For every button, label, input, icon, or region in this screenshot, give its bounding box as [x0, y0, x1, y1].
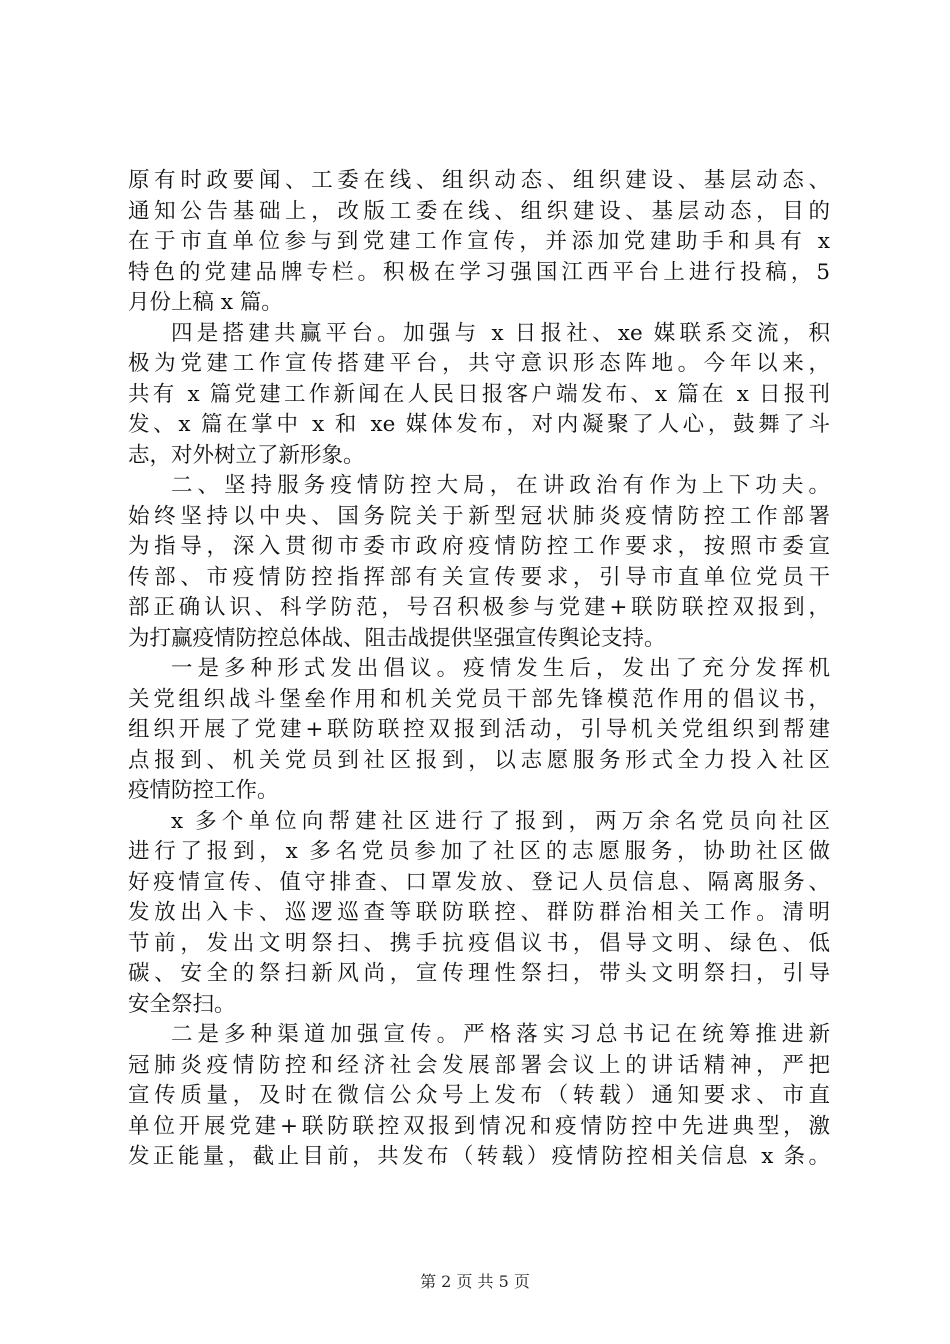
text-line: 疫情防控工作。	[128, 778, 279, 803]
text-line: 在于市直单位参与到党建工作宣传，并添加党建助手和具有 x	[128, 229, 830, 254]
text-line: 单位开展党建+联防联控双报到情况和疫情防控中先进典型，激	[128, 1113, 830, 1139]
text-line: 原有时政要闻、工委在线、组织动态、组织建设、基层动态、	[128, 168, 830, 193]
text-line: 志，对外树立了新形象。	[128, 442, 365, 468]
text-line: 共有 x 篇党建工作新闻在人民日报客户端发布、x 篇在 x 日报刊	[128, 381, 830, 407]
text-line: 二、坚持服务疫情防控大局，在讲政治有作为上下功夫。	[171, 473, 830, 498]
text-line: 关党组织战斗堡垒作用和机关党员干部先锋模范作用的倡议书，	[128, 686, 830, 712]
text-line: 始终坚持以中央、国务院关于新型冠状肺炎疫情防控工作部署	[128, 503, 830, 529]
page-footer: 第 2 页 共 5 页	[420, 1272, 530, 1291]
text-line: 节前，发出文明祭扫、携手抗疫倡议书，倡导文明、绿色、低	[128, 930, 830, 956]
text-line: 好疫情宣传、值守排查、口罩发放、登记人员信息、隔离服务、	[128, 869, 830, 895]
text-line: 四是搭建共赢平台。加强与 x 日报社、xe 媒联系交流，积	[171, 320, 830, 346]
text-line: 一是多种形式发出倡议。疫情发生后，发出了充分发挥机	[171, 656, 830, 681]
text-line: 二是多种渠道加强宣传。严格落实习总书记在统筹推进新	[171, 1022, 830, 1047]
text-line: 通知公告基础上，改版工委在线、组织建设、基层动态，目的	[128, 198, 830, 224]
text-line: 冠肺炎疫情防控和经济社会发展部署会议上的讲话精神，严把	[128, 1052, 830, 1078]
text-line: 月份上稿 x 篇。	[128, 290, 283, 315]
text-line: x 多个单位向帮建社区进行了报到，两万余名党员向社区	[171, 808, 830, 834]
text-line: 传部、市疫情防控指挥部有关宣传要求，引导市直单位党员干	[128, 564, 830, 590]
text-line: 发正能量，截止目前，共发布（转载）疫情防控相关信息 x 条。	[128, 1144, 830, 1169]
text-line: 安全祭扫。	[128, 991, 236, 1017]
text-line: 特色的党建品牌专栏。积极在学习强国江西平台上进行投稿，5	[128, 259, 830, 285]
document-body	[128, 166, 830, 1173]
text-line: 部正确认识、科学防范，号召积极参与党建+联防联控双报到，	[128, 595, 830, 620]
text-line: 点报到、机关党员到社区报到，以志愿服务形式全力投入社区	[128, 747, 830, 773]
text-line: 宣传质量，及时在微信公众号上发布（转载）通知要求、市直	[128, 1083, 830, 1108]
text-line: 为指导，深入贯彻市委市政府疫情防控工作要求，按照市委宣	[128, 534, 830, 559]
text-line: 发、x 篇在掌中 x 和 xe 媒体发布，对内凝聚了人心，鼓舞了斗	[128, 412, 830, 437]
text-line: 为打赢疫情防控总体战、阻击战提供坚强宣传舆论支持。	[128, 625, 666, 651]
text-line: 极为党建工作宣传搭建平台，共守意识形态阵地。今年以来，	[128, 351, 830, 376]
text-line: 发放出入卡、巡逻巡查等联防联控、群防群治相关工作。清明	[128, 900, 830, 925]
text-line: 进行了报到，x 多名党员参加了社区的志愿服务，协助社区做	[128, 839, 830, 864]
text-line: 碳、安全的祭扫新风尚，宣传理性祭扫，带头文明祭扫，引导	[128, 961, 830, 986]
text-line: 组织开展了党建+联防联控双报到活动，引导机关党组织到帮建	[128, 717, 830, 742]
